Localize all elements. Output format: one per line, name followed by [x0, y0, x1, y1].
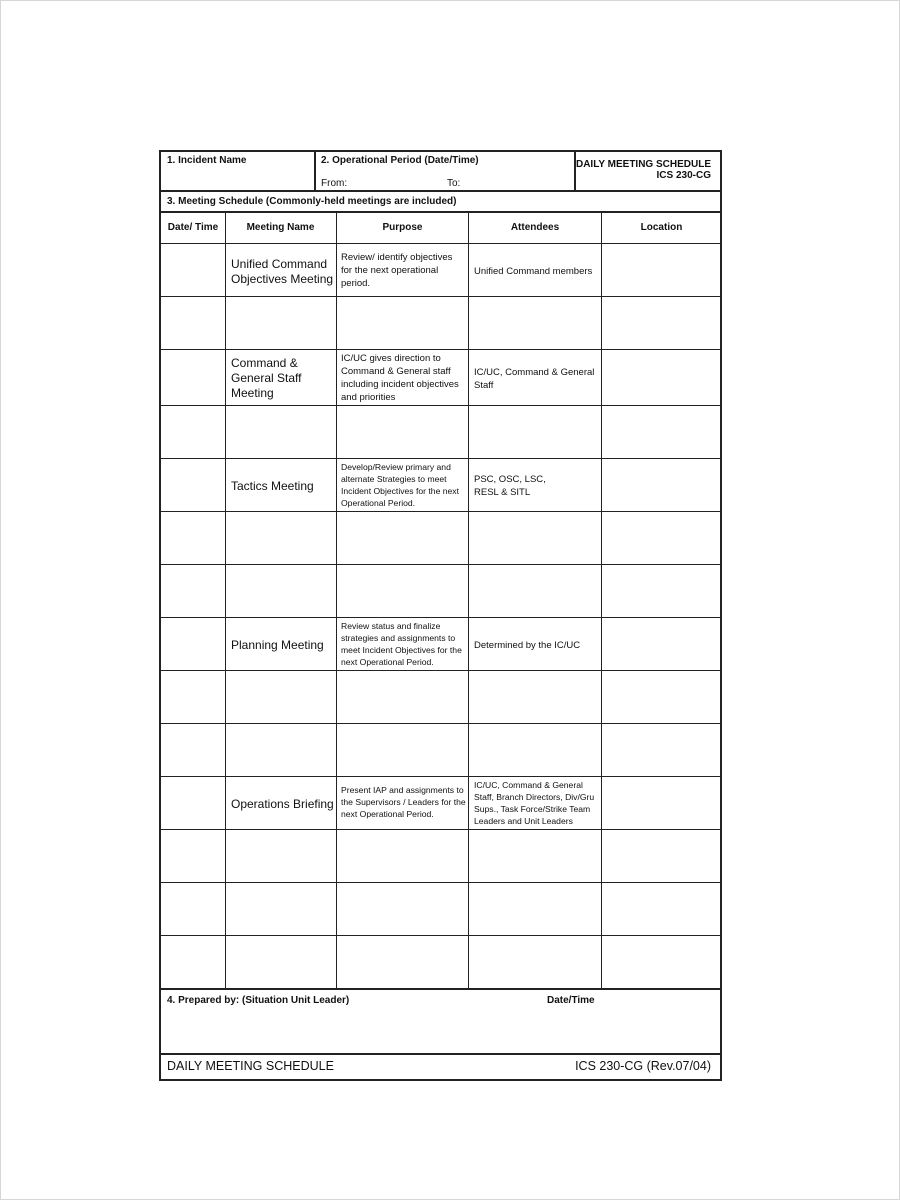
footer-form-name: DAILY MEETING SCHEDULE: [167, 1059, 334, 1073]
row-rule: [161, 882, 720, 883]
date-time-label: Date/Time: [547, 995, 595, 1006]
col-divider-4: [601, 211, 602, 989]
purpose-cell: Review/ identify objectives for the next operational period.: [341, 252, 453, 289]
row-rule: [161, 296, 720, 297]
meeting-name-cell: Planning Meeting: [231, 638, 324, 652]
section3-rule: [161, 211, 720, 213]
purpose-cell: Develop/Review primary and alternate Strategies to meet Incident Objectives for the next Operational Period.: [341, 462, 459, 508]
meeting-schedule-label: 3. Meeting Schedule (Commonly-held meetings are included): [167, 196, 457, 207]
col-divider-3: [468, 211, 469, 989]
footer-form-id: ICS 230-CG (Rev.07/04): [575, 1059, 711, 1073]
prepared-by-label: 4. Prepared by: (Situation Unit Leader): [167, 995, 350, 1006]
form-title-line1: DAILY MEETING SCHEDULE: [575, 159, 711, 170]
to-label: To:: [447, 178, 461, 189]
attendees-cell: Unified Command members: [474, 266, 593, 277]
footer-rule: [161, 1053, 720, 1055]
row-rule: [161, 405, 720, 406]
row-rule: [161, 723, 720, 724]
row-rule: [161, 511, 720, 512]
from-label: From:: [321, 178, 348, 189]
row-rule: [161, 829, 720, 830]
header-rule: [161, 190, 720, 192]
row-rule: [161, 670, 720, 671]
row-rule: [161, 458, 720, 459]
col-header-meeting-name: Meeting Name: [246, 222, 315, 233]
meeting-name-cell: Operations Briefing: [231, 797, 334, 811]
attendees-cell: IC/UC, Command & General Staff: [474, 367, 595, 391]
column-header-rule: [161, 243, 720, 244]
row-rule: [161, 349, 720, 350]
ics-230-form: [159, 150, 722, 1081]
purpose-cell: Present IAP and assignments to the Supervisors / Leaders for the next Operational Period.: [341, 785, 466, 819]
attendees-cell: PSC, OSC, LSC, RESL & SITL: [474, 474, 546, 498]
header-divider-1: [314, 152, 316, 191]
meeting-name-cell: Command & General Staff Meeting: [231, 356, 302, 400]
purpose-cell: IC/UC gives direction to Command & General staff including incident objectives and priorities: [341, 353, 459, 403]
form-title-line2: ICS 230-CG: [656, 170, 711, 181]
col-divider-2: [336, 211, 337, 989]
col-header-location: Location: [640, 222, 683, 233]
row-rule: [161, 564, 720, 565]
row-rule: [161, 776, 720, 777]
purpose-cell: Review status and finalize strategies and assignments to meet Incident Objectives for the next Operational Period.: [341, 621, 462, 667]
operational-period-label: 2. Operational Period (Date/Time): [321, 155, 479, 166]
col-header-date-time: Date/ Time: [167, 222, 219, 233]
col-header-attendees: Attendees: [510, 222, 560, 233]
col-header-purpose: Purpose: [382, 222, 423, 233]
row-rule: [161, 935, 720, 936]
col-divider-1: [225, 211, 226, 989]
meeting-name-cell: Tactics Meeting: [231, 479, 314, 493]
attendees-cell: Determined by the IC/UC: [474, 640, 581, 651]
incident-name-label: 1. Incident Name: [167, 155, 247, 166]
form-title: [576, 159, 711, 181]
attendees-cell: IC/UC, Command & General Staff, Branch Directors, Div/Gru Sups., Task Force/Strike Team Leaders and Unit Leaders: [474, 780, 595, 826]
meeting-name-cell: Unified Command Objectives Meeting: [231, 257, 334, 286]
table-bottom-rule: [161, 988, 720, 990]
row-rule: [161, 617, 720, 618]
